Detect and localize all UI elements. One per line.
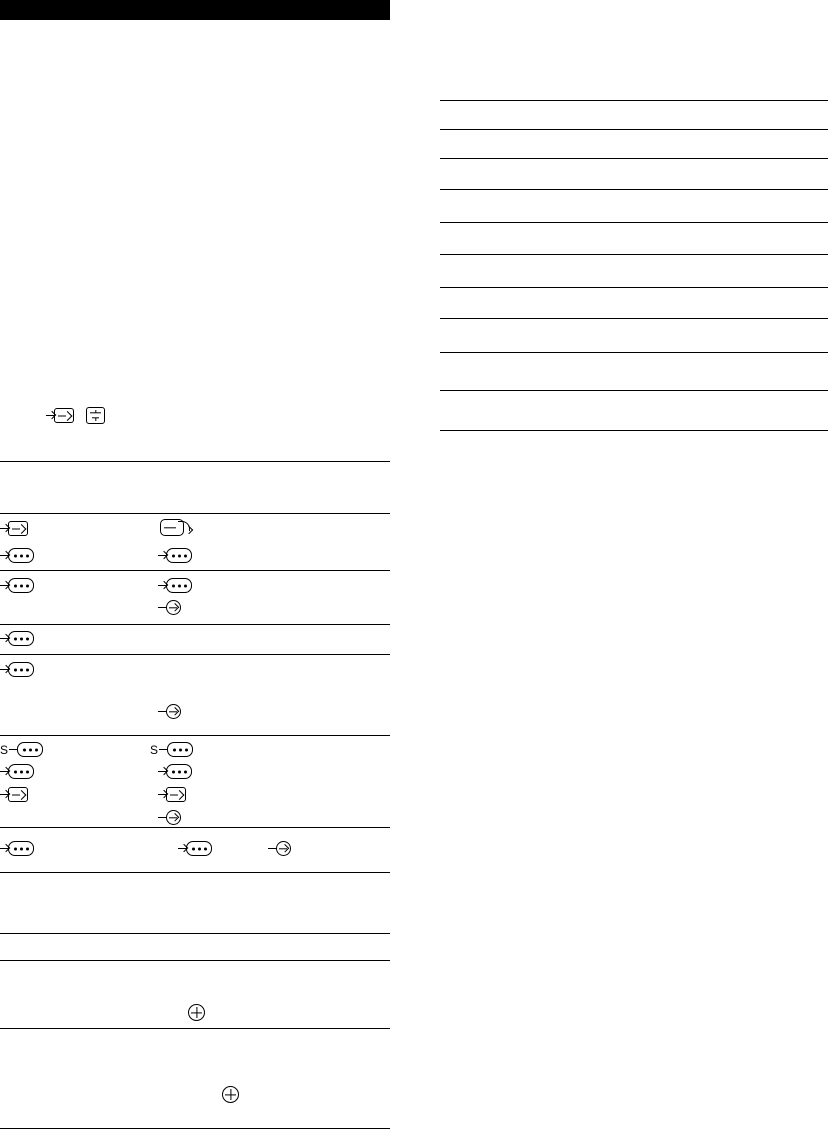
table-rule [440,390,828,391]
table-rule [440,222,828,223]
pill-out-arrow-icon [160,519,184,536]
dc-power-icon [86,407,105,424]
table-rule [0,570,390,571]
stub-pill-dots-icon [178,841,212,856]
stub-pill-dots-icon [0,764,34,779]
right-column [440,0,828,1146]
table-rule [440,189,828,190]
circle-arrow-icon [268,841,291,856]
table-rule [440,158,828,159]
table-row [158,600,181,615]
table-rule [0,872,390,873]
table-row [0,662,34,677]
table-rule [440,287,828,288]
table-row [158,548,192,563]
table-row [158,578,192,593]
table-rule [0,827,390,828]
stub-pill-dots-icon [0,662,34,677]
table-row [0,764,34,779]
table-row [158,810,181,825]
table-rule [440,318,828,319]
plus-circle-icon [188,1004,205,1021]
table-row [158,764,192,779]
square-arrow-icon [46,408,74,423]
table-row [0,631,34,646]
table-row [0,742,43,757]
table-rule [0,933,390,934]
left-column [0,0,390,1146]
circle-arrow-icon [158,600,181,615]
square-arrow-icon [0,787,28,802]
stub-pill-dots-icon [0,841,34,856]
table-row [160,519,184,536]
table-row [158,704,181,719]
table-row [0,841,34,856]
table-row [0,787,28,802]
table-rule [440,430,828,431]
table-row [0,578,34,593]
table-rule [440,129,828,130]
table-rule [0,1128,390,1129]
stub-pill-dots-icon [158,548,192,563]
square-arrow-icon [158,787,186,802]
table-row [150,742,193,757]
table-rule [0,735,390,736]
table-row [0,521,28,536]
table-rule [0,1028,390,1029]
table-rule [0,624,390,625]
table-rule [0,960,390,961]
footnote-icon [188,1004,205,1021]
circle-arrow-icon [158,704,181,719]
stub-pill-dots-icon [0,548,34,563]
table-row [268,841,291,856]
footnote-icon [222,1086,239,1103]
plus-circle-icon [222,1086,239,1103]
table-row [178,841,212,856]
stub-pill-dots-icon [158,764,192,779]
stub-pill-dots-icon [0,631,34,646]
table-rule [440,352,828,353]
stub-pill-dots-icon [158,578,192,593]
s-pill-dots-icon: S [0,742,43,757]
table-rule [0,513,390,514]
circle-arrow-icon [158,810,181,825]
icon-pair-note [46,407,105,424]
table-rule [0,654,390,655]
square-arrow-icon [0,521,28,536]
table-row [0,548,34,563]
stub-pill-dots-icon [0,578,34,593]
table-rule [440,100,828,101]
s-pill-dots-icon: S [150,742,193,757]
table-rule [440,254,828,255]
table-row [158,787,186,802]
table-rule [0,461,390,462]
